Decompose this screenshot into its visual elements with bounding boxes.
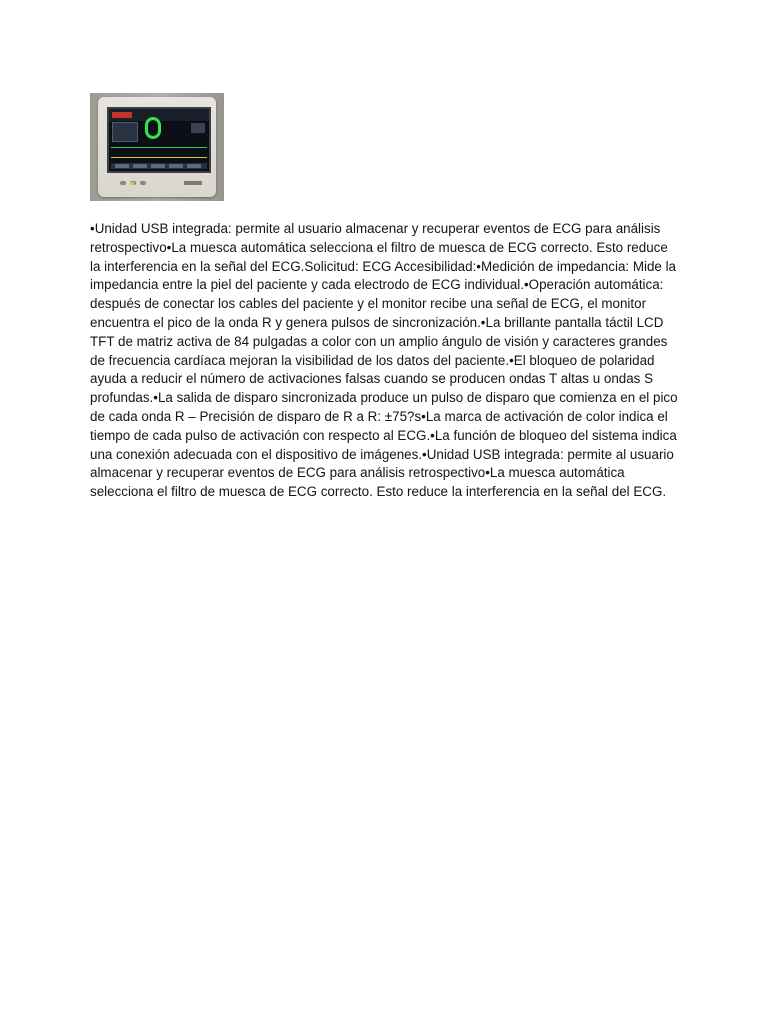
trigger-trace: [111, 157, 207, 158]
ecg-trace: [111, 147, 207, 148]
power-led: [130, 182, 134, 185]
screen-softkey-row: [111, 163, 207, 169]
monitor-screen: [107, 107, 211, 173]
ecg-monitor-photo: [90, 93, 224, 201]
body-paragraph: •Unidad USB integrada: permite al usuario almacenar y recuperar eventos de ECG para análisis retrospectivo•La muesca automática selecciona el filtro de muesca de ECG correcto. Esto reduce la interferencia en la señal del ECG.Solicitud: ECG Accesibilidad:•Medición de impedancia: Mide la impedancia entre la piel del paciente y cada electrodo de ECG individual.•Operación automática: después de conectar los cables del paciente y el monitor recibe una señal de ECG, el monitor encuentra el pico de la onda R y genera pulsos de sincronización.•La brillante pantalla táctil LCD TFT de matriz activa de 84 pulgadas a color con un amplio ángulo de visión y caracteres grandes de frecuencia cardíaca mejoran la visibilidad de los datos del paciente.•El bloqueo de polaridad ayuda a reducir el número de activaciones falsas cuando se producen ondas T altas u ondas S profundas.•La salida de disparo sincronizada produce un pulso de disparo que comienza en el pico de cada onda R – Precisión de disparo de R a R: ±75?s•La marca de activación de color indica el tiempo de cada pulso de activación con respecto al ECG.•La función de bloqueo del sistema indica una conexión adecuada con el dispositivo de imágenes.•Unidad USB integrada: permite al usuario almacenar y recuperar eventos de ECG para análisis retrospectivo•La muesca automática selecciona el filtro de muesca de ECG correcto. Esto reduce la interferencia en la señal del ECG.: [90, 221, 678, 500]
alarm-indicator: [112, 112, 132, 118]
heart-rate-digit: [145, 117, 161, 139]
screen-info-panel: [112, 122, 138, 142]
monitor-front-buttons: [120, 179, 160, 187]
screen-side-label: [191, 123, 205, 133]
brand-logo: [184, 181, 202, 185]
